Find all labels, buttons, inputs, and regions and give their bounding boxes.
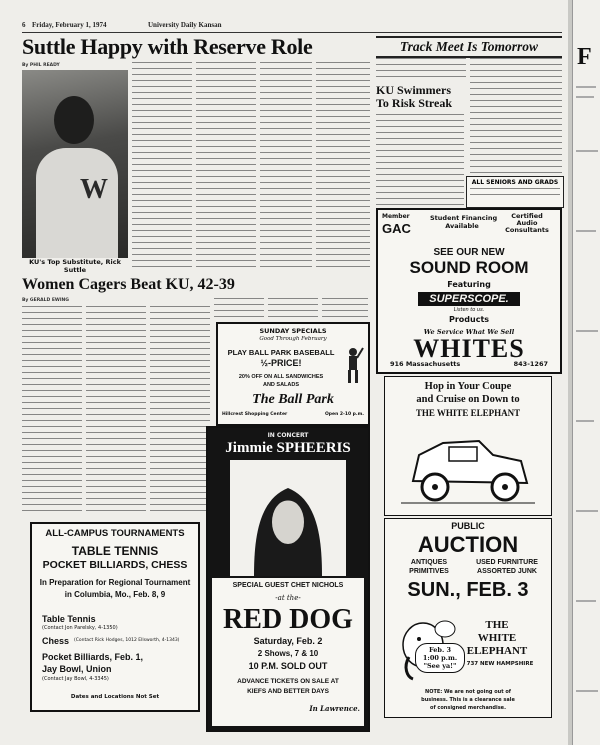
ball-park-line4: AND SALADS (262, 382, 300, 388)
red-dog-concert-ad (206, 426, 370, 732)
ball-park-top1: SUNDAY SPECIALS (259, 327, 327, 335)
women-text-col4 (214, 298, 264, 320)
auction-note1: NOTE: We are not going out of (425, 689, 511, 695)
in-concert-label: IN CONCERT (267, 432, 309, 439)
suttle-headline: Suttle Happy with Reserve Role (22, 34, 313, 59)
performer-name: Jimmie SPHEERIS (225, 440, 351, 456)
suttle-text-col3 (260, 62, 312, 270)
track-text-col2 (470, 58, 562, 174)
auction-time-bubble (415, 643, 465, 673)
women-cagers-byline: By GERALD EWING (22, 298, 69, 303)
folio-line (22, 20, 562, 33)
women-text-col3 (150, 306, 210, 516)
whites-sound-room-ad (376, 208, 562, 374)
elephant-label: ELEPHANT (466, 645, 528, 657)
item-chess-contact: (Contact Rick Hodges, 1012 Ellsworth, 4-1343) (74, 638, 180, 643)
at-the-label: -at the- (275, 594, 301, 602)
tickets-line1: ADVANCE TICKETS ON SALE AT (237, 678, 339, 685)
listen-slogan: Listen to us. (453, 307, 485, 313)
stamp-date: Feb. 3 (429, 646, 451, 654)
ball-park-line3: 20% OFF ON ALL SANDWICHES (238, 374, 324, 380)
adjacent-page-letter-glyph: F (577, 44, 592, 70)
sold-out-line: 10 P.M. SOLD OUT (248, 661, 328, 671)
women-text-col2 (86, 306, 146, 516)
suttle-text-col1 (132, 62, 192, 270)
tournaments-line4: in Columbia, Mo., Feb. 8, 9 (64, 590, 166, 599)
item-chess: Chess (42, 636, 70, 646)
women-text-col1 (22, 306, 82, 516)
seniors-box (466, 176, 564, 208)
issue-date: Friday, February 1, 1974 (32, 21, 107, 29)
white-elephant-auction-ad (384, 518, 552, 718)
stamp-greeting: "See ya!" (423, 662, 457, 670)
sound-room-line1: SEE OUR NEW (433, 247, 505, 258)
whites-phone: 843-1267 (513, 360, 548, 368)
adjacent-page-strip (572, 0, 600, 745)
whites-address: 916 Massachusetts (390, 360, 461, 368)
tournaments-line1: TABLE TENNIS (71, 544, 159, 558)
item-pocket-billiards-contact: (Contact Jay Bowl, 4-3345) (42, 676, 109, 682)
elephant-car-line2: and Cruise on Down to (416, 394, 520, 405)
show-times: 2 Shows, 7 & 10 (257, 649, 319, 658)
tournaments-line3: In Preparation for Regional Tournament (39, 578, 191, 587)
auction-label: AUCTION (417, 532, 519, 557)
ball-park-line1: PLAY BALL PARK BASEBALL (227, 348, 335, 357)
women-text-col5 (268, 298, 318, 320)
suttle-byline: By PHIL READY (22, 63, 60, 68)
ball-park-name: The Ball Park (252, 392, 334, 407)
superscope-logo: SUPERSCOPE. (418, 292, 520, 306)
women-cagers-headline: Women Cagers Beat KU, 42-39 (22, 276, 235, 293)
ball-park-line2: ½-PRICE! (260, 358, 302, 368)
ball-park-ad (216, 322, 370, 426)
consultants-label: Certified Audio Consultants (505, 212, 549, 234)
suttle-text-col4 (316, 62, 370, 270)
suttle-text-col2 (196, 62, 256, 270)
tournaments-line2: POCKET BILLIARDS, CHESS (42, 559, 188, 571)
financing-label: Student Financing Available (430, 214, 498, 230)
auction-note2: business. This is a clearance sale (421, 697, 515, 703)
white-label: WHITE (477, 632, 517, 644)
ball-park-hours: Open 2-10 p.m. (324, 412, 364, 417)
women-text-col6 (322, 298, 368, 320)
featuring-label: Featuring (447, 280, 491, 289)
products-label: Products (448, 315, 490, 324)
paper-name: University Daily Kansan (148, 21, 222, 29)
used-furniture-label: USED FURNITURE (476, 559, 538, 566)
auction-date: SUN., FEB. 3 (407, 579, 529, 601)
track-headline: Track Meet Is Tomorrow (376, 36, 562, 58)
track-text-col1 (376, 58, 466, 82)
suttle-photo: W (22, 70, 128, 258)
concert-date: Saturday, Feb. 2 (253, 636, 323, 646)
elephant-car-line1: Hop in Your Coupe (424, 381, 512, 392)
vintage-car-illustration (399, 425, 537, 509)
seniors-box-title: ALL SENIORS AND GRADS (471, 179, 559, 186)
city-label: In Lawrence. (309, 704, 360, 713)
tickets-line2: KIEFS AND BETTER DAYS (247, 688, 329, 695)
baseball-player-icon (342, 346, 364, 384)
whites-store-name: WHITES (413, 334, 525, 363)
all-campus-tournaments-ad (30, 522, 200, 712)
ball-park-location: Hillcrest Shopping Center (222, 412, 288, 417)
special-guest-line: SPECIAL GUEST CHET NICHOLS (232, 582, 344, 589)
sound-room-line2: SOUND ROOM (409, 258, 529, 277)
auction-address: 737 NEW HAMPSHIRE (466, 661, 534, 667)
item-table-tennis: Table Tennis (42, 614, 96, 624)
auction-note3: of consigned merchandise. (430, 705, 506, 711)
ball-park-top2: Good Through February (259, 336, 327, 342)
the-label: THE (485, 619, 509, 631)
swim-headline: KU Swimmers To Risk Streak (376, 83, 453, 110)
primitives-label: PRIMITIVES (409, 568, 449, 575)
gac-logo-text: GAC (382, 221, 411, 236)
antiques-label: ANTIQUES (410, 559, 448, 566)
item-pocket-billiards: Pocket Billiards, Feb. 1, (42, 652, 144, 662)
tournaments-footer: Dates and Locations Not Set (70, 694, 160, 700)
white-elephant-car-ad (384, 376, 552, 516)
tournaments-title: ALL-CAMPUS TOURNAMENTS (45, 528, 185, 539)
item-table-tennis-contact: (Contact Jon Parelsky, 4-1350) (42, 625, 118, 631)
swim-text (376, 114, 464, 206)
item-pocket-billiards-location: Jay Bowl, Union (42, 664, 112, 674)
assorted-junk-label: ASSORTED JUNK (477, 568, 537, 575)
service-slogan: We Service What We Sell (423, 328, 515, 336)
suttle-photo-caption: KU's Top Substitute, Rick Suttle (29, 258, 121, 274)
page-number: 6 (22, 21, 26, 29)
performer-portrait (230, 460, 346, 576)
member-label: Member (382, 213, 410, 220)
venue-name: RED DOG (223, 604, 353, 635)
public-label: PUBLIC (451, 521, 485, 531)
elephant-car-line3: THE WHITE ELEPHANT (415, 408, 521, 418)
stamp-time: 1:00 p.m. (422, 654, 458, 662)
